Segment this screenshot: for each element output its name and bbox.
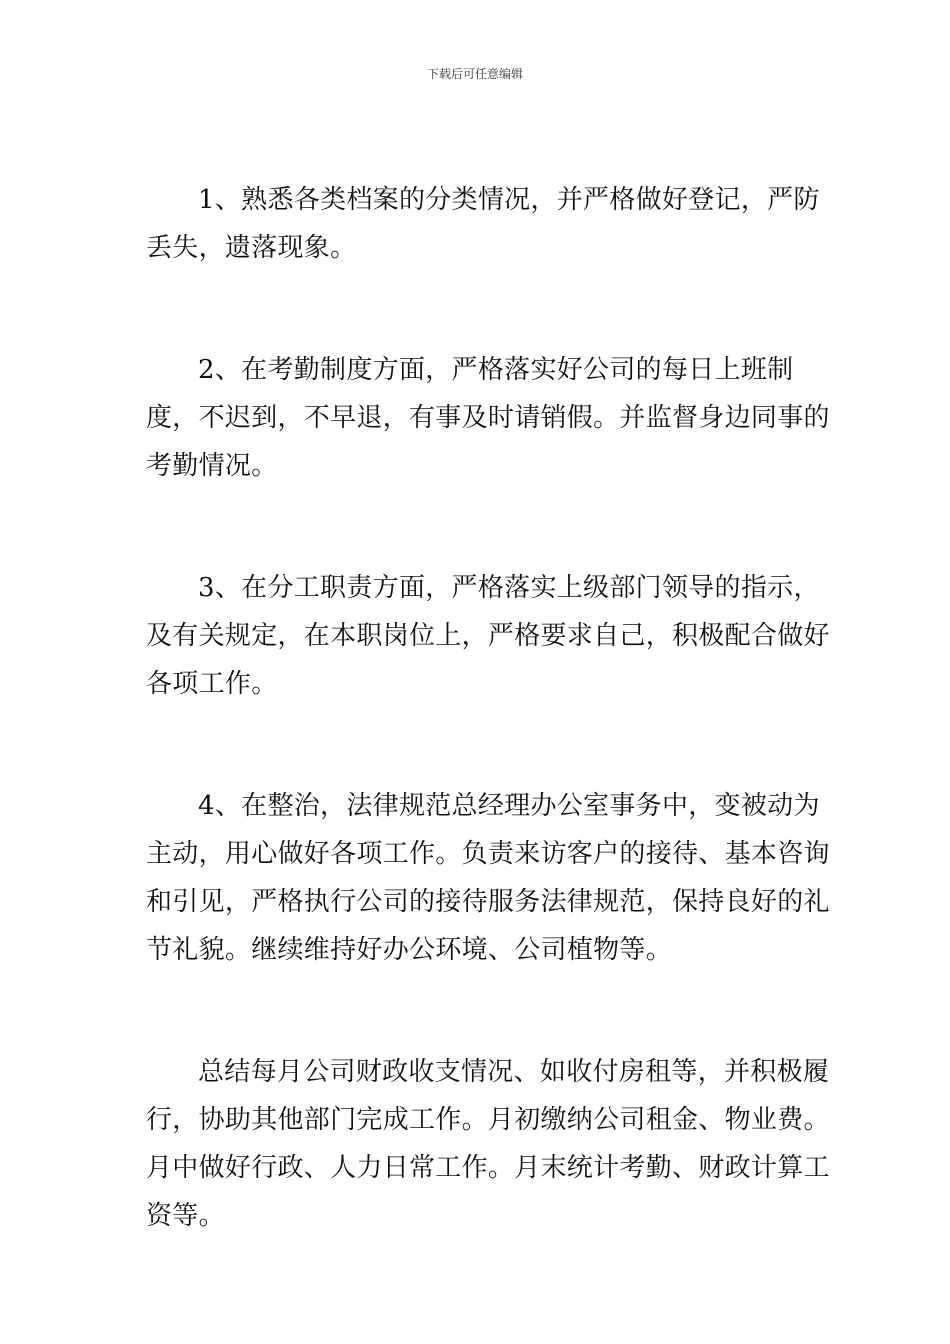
page-header: 下载后可任意编辑 [426,67,523,81]
document-body [146,176,836,1314]
paragraph-3: 3、在分工职责方面，严格落实上级部门领导的指示，及有关规定，在本职岗位上，严格要求自己，积极配合做好各项工作。 [146,573,830,699]
paragraph-5: 总结每月公司财政收支情况、如收付房租等，并积极履行，协助其他部门完成工作。月初缴纳公司租金、物业费。月中做好行政、人力日常工作。月末统计考勤、财政计算工资等。 [146,1057,830,1231]
paragraph-4: 4、在整治，法律规范总经理办公室事务中，变被动为主动，用心做好各项工作。负责来访客户的接待、基本咨询和引见，严格执行公司的接待服务法律规范，保持良好的礼节礼貌。继续维持好办公环境、公司植物等。 [146,791,830,965]
paragraph-1: 1、熟悉各类档案的分类情况，并严格做好登记，严防丢失，遗落现象。 [146,185,820,263]
paragraph-2: 2、在考勤制度方面，严格落实好公司的每日上班制度，不迟到，不早退，有事及时请销假。并监督身边同事的考勤情况。 [146,355,830,481]
